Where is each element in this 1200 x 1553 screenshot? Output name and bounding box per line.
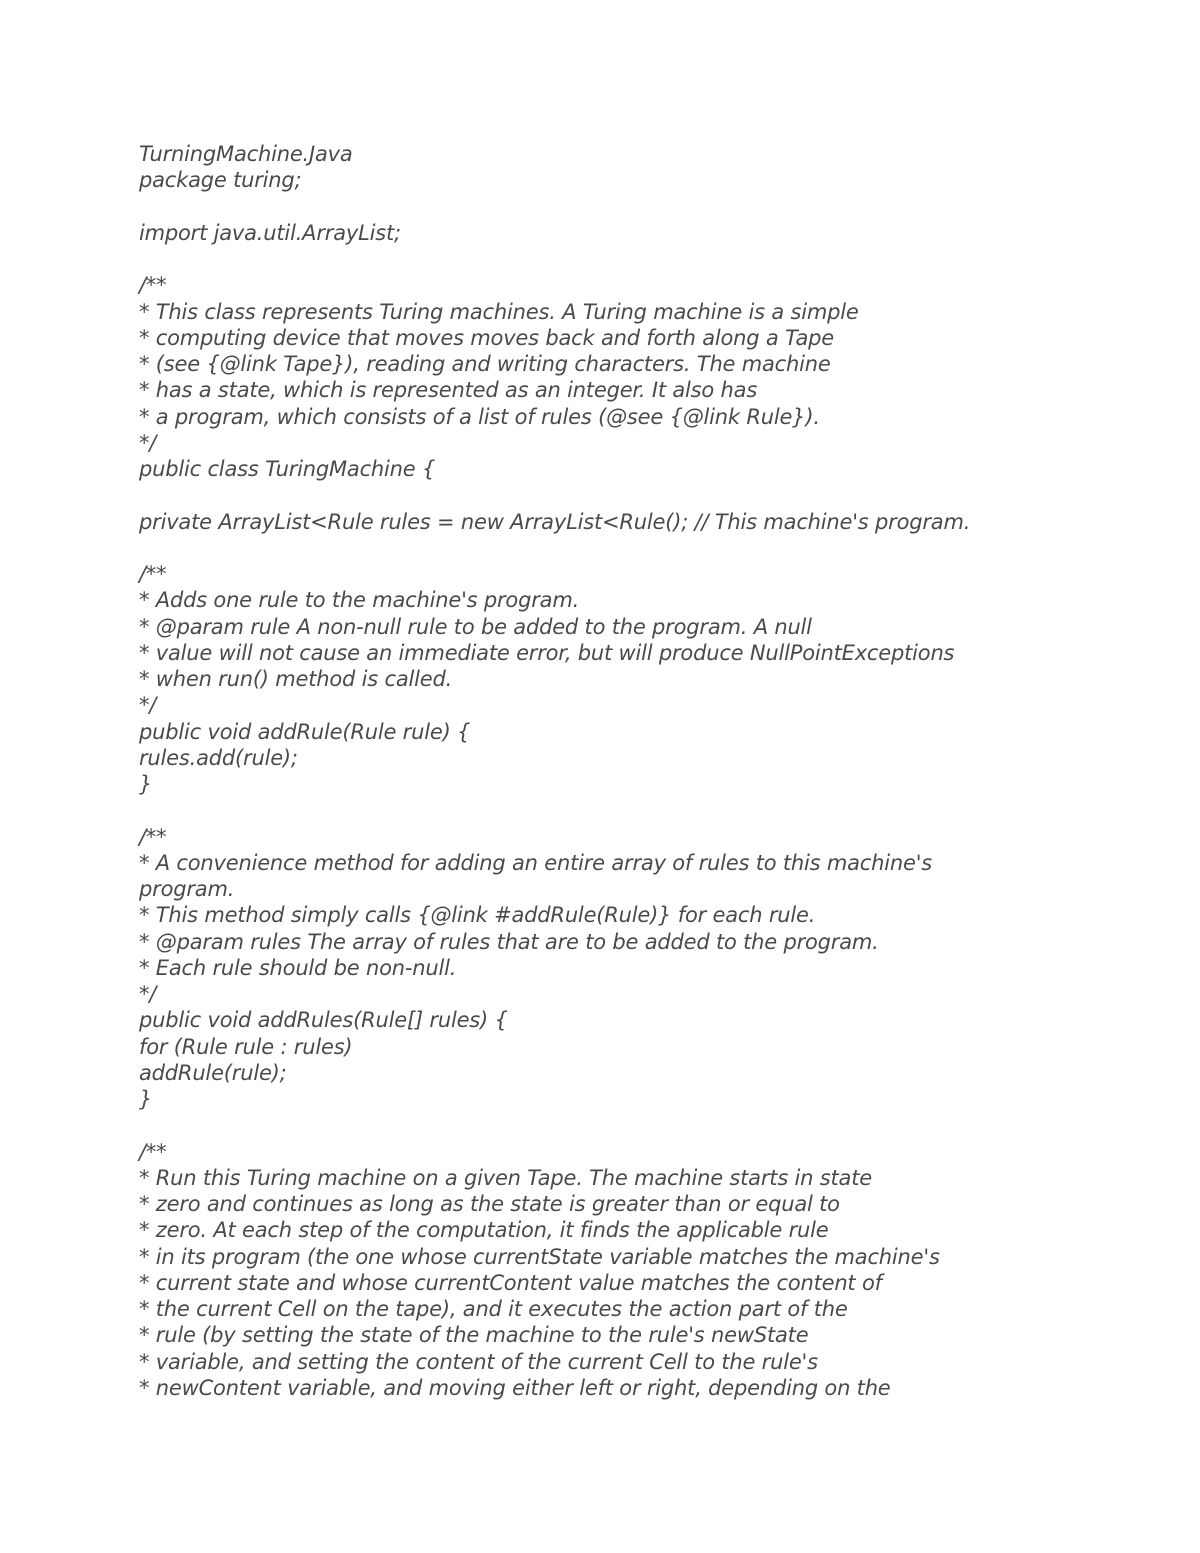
code-line: * @param rules The array of rules that are to be added to the program. — [139, 929, 879, 954]
code-line: program. — [139, 877, 235, 901]
code-line: * a program, which consists of a list of rules (@see {@link Rule}). — [139, 404, 820, 429]
code-line: public void addRules(Rule[] rules) { — [139, 1008, 508, 1033]
code-line: package turing; — [139, 168, 302, 193]
code-line: } — [139, 1087, 153, 1111]
code-line: * in its program (the one whose currentState variable matches the machine's — [139, 1244, 940, 1269]
code-line: * has a state, which is represented as an integer. It also has — [139, 378, 758, 403]
code-line: * when run() method is called. — [139, 667, 453, 691]
code-line: * Run this Turing machine on a given Tape. The machine starts in state — [139, 1165, 872, 1190]
code-line: * current state and whose currentContent value matches the content of — [139, 1270, 882, 1295]
code-line: import java.util.ArrayList; — [139, 220, 401, 245]
code-line — [139, 246, 1139, 272]
code-line — [139, 482, 1139, 508]
code-line: public class TuringMachine { — [139, 457, 436, 481]
code-line: /** — [139, 273, 167, 298]
code-line: /** — [139, 562, 167, 586]
code-line: public void addRule(Rule rule) { — [139, 719, 471, 744]
code-line: for (Rule rule : rules) — [139, 1034, 353, 1059]
code-line: * value will not cause an immediate error, but will produce NullPointExceptions — [139, 640, 955, 665]
code-line: /** — [139, 1139, 167, 1164]
code-line: } — [139, 772, 153, 796]
code-line: private ArrayList<Rule rules = new ArrayList<Rule(); // This machine's program. — [139, 509, 971, 534]
code-line: rules.add(rule); — [139, 745, 298, 770]
code-line: * computing device that moves moves back and forth along a Tape — [139, 325, 834, 350]
code-line — [139, 535, 1139, 561]
code-line: */ — [139, 982, 157, 1006]
code-line: * Adds one rule to the machine's program. — [139, 588, 580, 613]
code-line: * A convenience method for adding an entire array of rules to this machine's — [139, 850, 933, 875]
code-line: * the current Cell on the tape), and it executes the action part of the — [139, 1297, 848, 1321]
code-line: * newContent variable, and moving either left or right, depending on the — [139, 1375, 891, 1400]
code-line: * Each rule should be non-null. — [139, 955, 457, 980]
code-line: * (see {@link Tape}), reading and writing characters. The machine — [139, 352, 831, 376]
code-line: * zero. At each step of the computation, it finds the applicable rule — [139, 1218, 829, 1243]
code-line: */ — [139, 430, 157, 455]
document-title: TurningMachine.Java — [139, 142, 353, 166]
code-line: */ — [139, 693, 157, 718]
code-line — [139, 194, 1139, 220]
code-line — [139, 797, 1139, 823]
code-line: * This method simply calls {@link #addRule(Rule)} for each rule. — [139, 903, 816, 928]
code-line: * This class represents Turing machines. A Turing machine is a simple — [139, 299, 859, 324]
code-line: * variable, and setting the content of the current Cell to the rule's — [139, 1349, 818, 1374]
code-line: * @param rule A non-null rule to be added to the program. A null — [139, 614, 812, 639]
code-line: * zero and continues as long as the state is greater than or equal to — [139, 1192, 840, 1216]
document-body — [139, 141, 1139, 1401]
code-line — [139, 1112, 1139, 1138]
code-line: addRule(rule); — [139, 1060, 287, 1085]
code-line: * rule (by setting the state of the machine to the rule's newState — [139, 1323, 809, 1348]
code-line: /** — [139, 824, 167, 849]
